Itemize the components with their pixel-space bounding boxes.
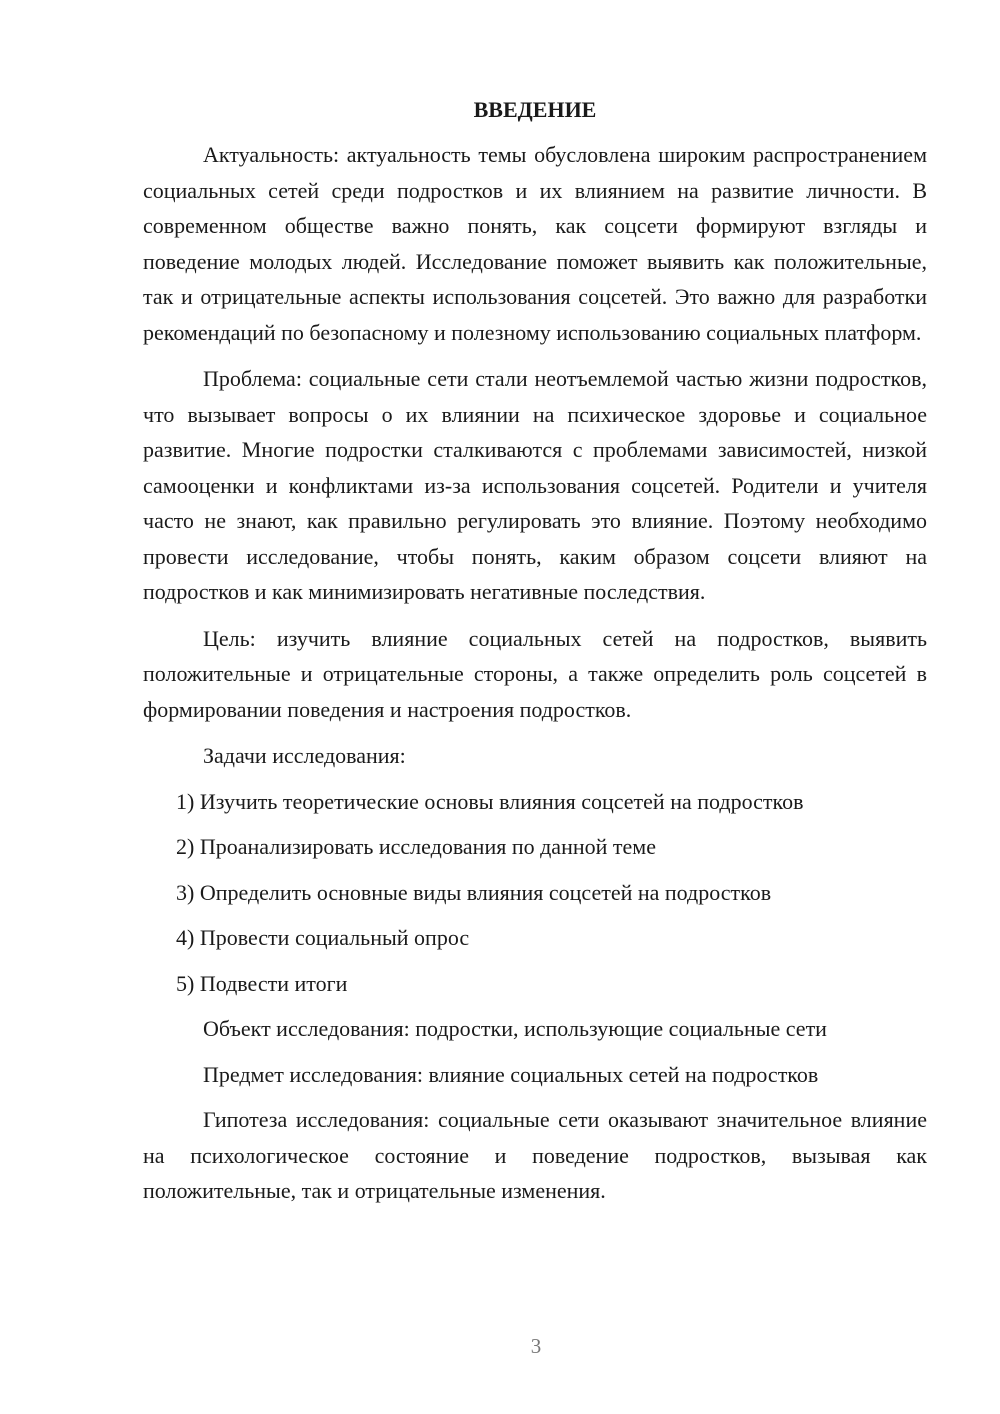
hypothesis-paragraph: Гипотеза исследования: социальные сети оказывают значительное влияние на психологическое состояние и поведение подростков, вызывая как положительные, так и отрицательные изменения. bbox=[143, 1107, 927, 1203]
task-item: 5) Подвести итоги bbox=[176, 970, 348, 996]
task-item: 2) Проанализировать исследования по данной теме bbox=[176, 834, 656, 859]
document-page bbox=[143, 94, 927, 1209]
task-item: 1) Изучить теоретические основы влияния соцсетей на подростков bbox=[176, 788, 804, 814]
research-subject: Предмет исследования: влияние социальных сетей на подростков bbox=[203, 1061, 819, 1087]
task-item: 4) Провести социальный опрос bbox=[176, 925, 470, 950]
task-item: 3) Определить основные виды влияния соцсетей на подростков bbox=[176, 879, 772, 905]
problem-paragraph: Проблема: социальные сети стали неотъемлемой частью жизни подростков, что вызывает вопросы о их влиянии на психическое здоровье и социальное развитие. Многие подростки сталкиваются с проблемами зависимостей, низкой самооценки и конфликтами из-за использования соцсетей. Родители и учителя часто не знают, как правильно регулировать это влияние. Поэтому необходимо провести исследование, чтобы понять, каким образом соцсети влияют на подростков и как минимизировать негативные последствия. bbox=[143, 366, 927, 604]
research-object: Объект исследования: подростки, использующие социальные сети bbox=[203, 1016, 827, 1041]
relevance-paragraph: Актуальность: актуальность темы обусловлена широким распространением социальных сетей среди подростков и их влиянием на развитие личности. В современном обществе важно понять, как соцсети формируют взгляды и поведение молодых людей. Исследование поможет выявить как положительные, так и отрицательные аспекты использования соцсетей. Это важно для разработки рекомендаций по безопасному и полезному использованию социальных платформ. bbox=[143, 142, 927, 345]
tasks-list bbox=[143, 784, 927, 1002]
section-heading: ВВЕДЕНИЕ bbox=[473, 97, 597, 122]
page-number: 3 bbox=[530, 1334, 542, 1358]
goal-paragraph: Цель: изучить влияние социальных сетей на подростков, выявить положительные и отрицательные стороны, а также определить роль соцсетей в формировании поведения и настроения подростков. bbox=[143, 625, 927, 722]
tasks-title: Задачи исследования: bbox=[203, 743, 406, 768]
